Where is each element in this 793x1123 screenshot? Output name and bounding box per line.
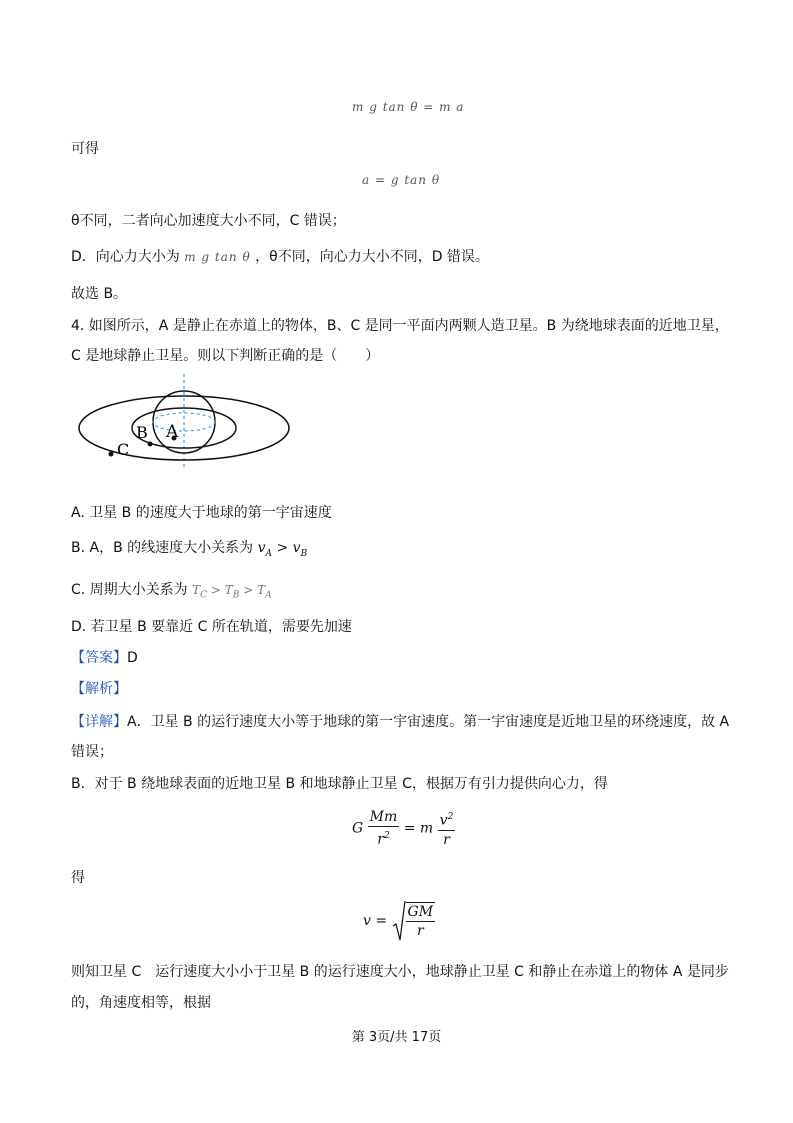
text-theta-line: θ不同，二者向心加速度大小不同，C 错误； [71, 213, 346, 229]
sqrt-sign [392, 900, 406, 942]
inline-mg-tan: m g tan θ [184, 250, 251, 264]
text-d-line [71, 247, 489, 267]
analysis-tag: 【解析】 [71, 681, 127, 697]
velocity-formula: v = $\frac{GM}{r}$ [363, 900, 435, 942]
question-4-line2: C 是地球静止卫星。则以下判断正确的是（ ） [71, 348, 380, 364]
point-c [109, 452, 114, 457]
detail-a-line1: 【详解】A．卫星 B 的运行速度大小等于地球的第一宇宙速度。第一宇宙速度是近地卫星的环绕速度，故 A [71, 714, 730, 730]
label-c: C [117, 440, 130, 459]
point-b [148, 442, 153, 447]
label-a: A [166, 422, 179, 442]
option-c [71, 580, 272, 605]
gravity-formula: G $\frac{Mm}{r^2}$ = m $\frac{v^2}{r}$ [352, 809, 454, 848]
answer-line [71, 648, 138, 668]
option-b-math: $v_A > v_B$ [257, 540, 308, 559]
page-footer: 第 3页/共 17页 [351, 1030, 442, 1045]
option-c-math: $T_C > T_B > T_A$ [192, 583, 272, 601]
question-4-line1: 4. 如图所示，A 是静止在赤道上的物体，B、C 是同一平面内两颗人造卫星。B 为绕地球表面的近地卫星， [71, 318, 729, 334]
option-b-label: B. A，B 的线速度大小关系为 [71, 540, 254, 556]
detail-b: B．对于 B 绕地球表面的近地卫星 B 和地球静止卫星 C，根据万有引力提供向心力，得 [71, 776, 608, 792]
conclude-line1: 则知卫星 C 运行速度大小小于卫星 B 的运行速度大小，地球静止卫星 C 和静止在赤道上的物体 A 是同步 [71, 964, 729, 980]
answer-tag: 【答案】 [71, 650, 127, 666]
formula-a-g-tan: a = g tan θ [362, 173, 441, 187]
text-select-b: 故选 B。 [71, 286, 128, 302]
d-line-pre: D．向心力大小为 [71, 249, 180, 265]
text-kede: 可得 [71, 141, 99, 157]
orbit-figure [70, 372, 300, 476]
conclude-line2: 的，角速度相等，根据 [71, 995, 211, 1011]
option-b [71, 538, 307, 564]
orbit-diagram [70, 372, 300, 472]
option-d: D. 若卫星 B 要靠近 C 所在轨道，需要先加速 [71, 619, 352, 635]
label-b: B [136, 423, 148, 442]
option-c-label: C. 周期大小关系为 [71, 582, 188, 598]
detail-tag: 【详解】 [71, 714, 127, 730]
text-de: 得 [71, 870, 85, 886]
answer-value: D [127, 650, 138, 666]
option-a: A. 卫星 B 的速度大于地球的第一宇宙速度 [71, 505, 332, 521]
detail-a-line2: 错误； [71, 744, 113, 760]
formula-mg-tan-ma: m g tan θ = m a [352, 100, 465, 114]
d-line-post: ，θ不同，向心力大小不同，D 错误。 [255, 249, 489, 265]
